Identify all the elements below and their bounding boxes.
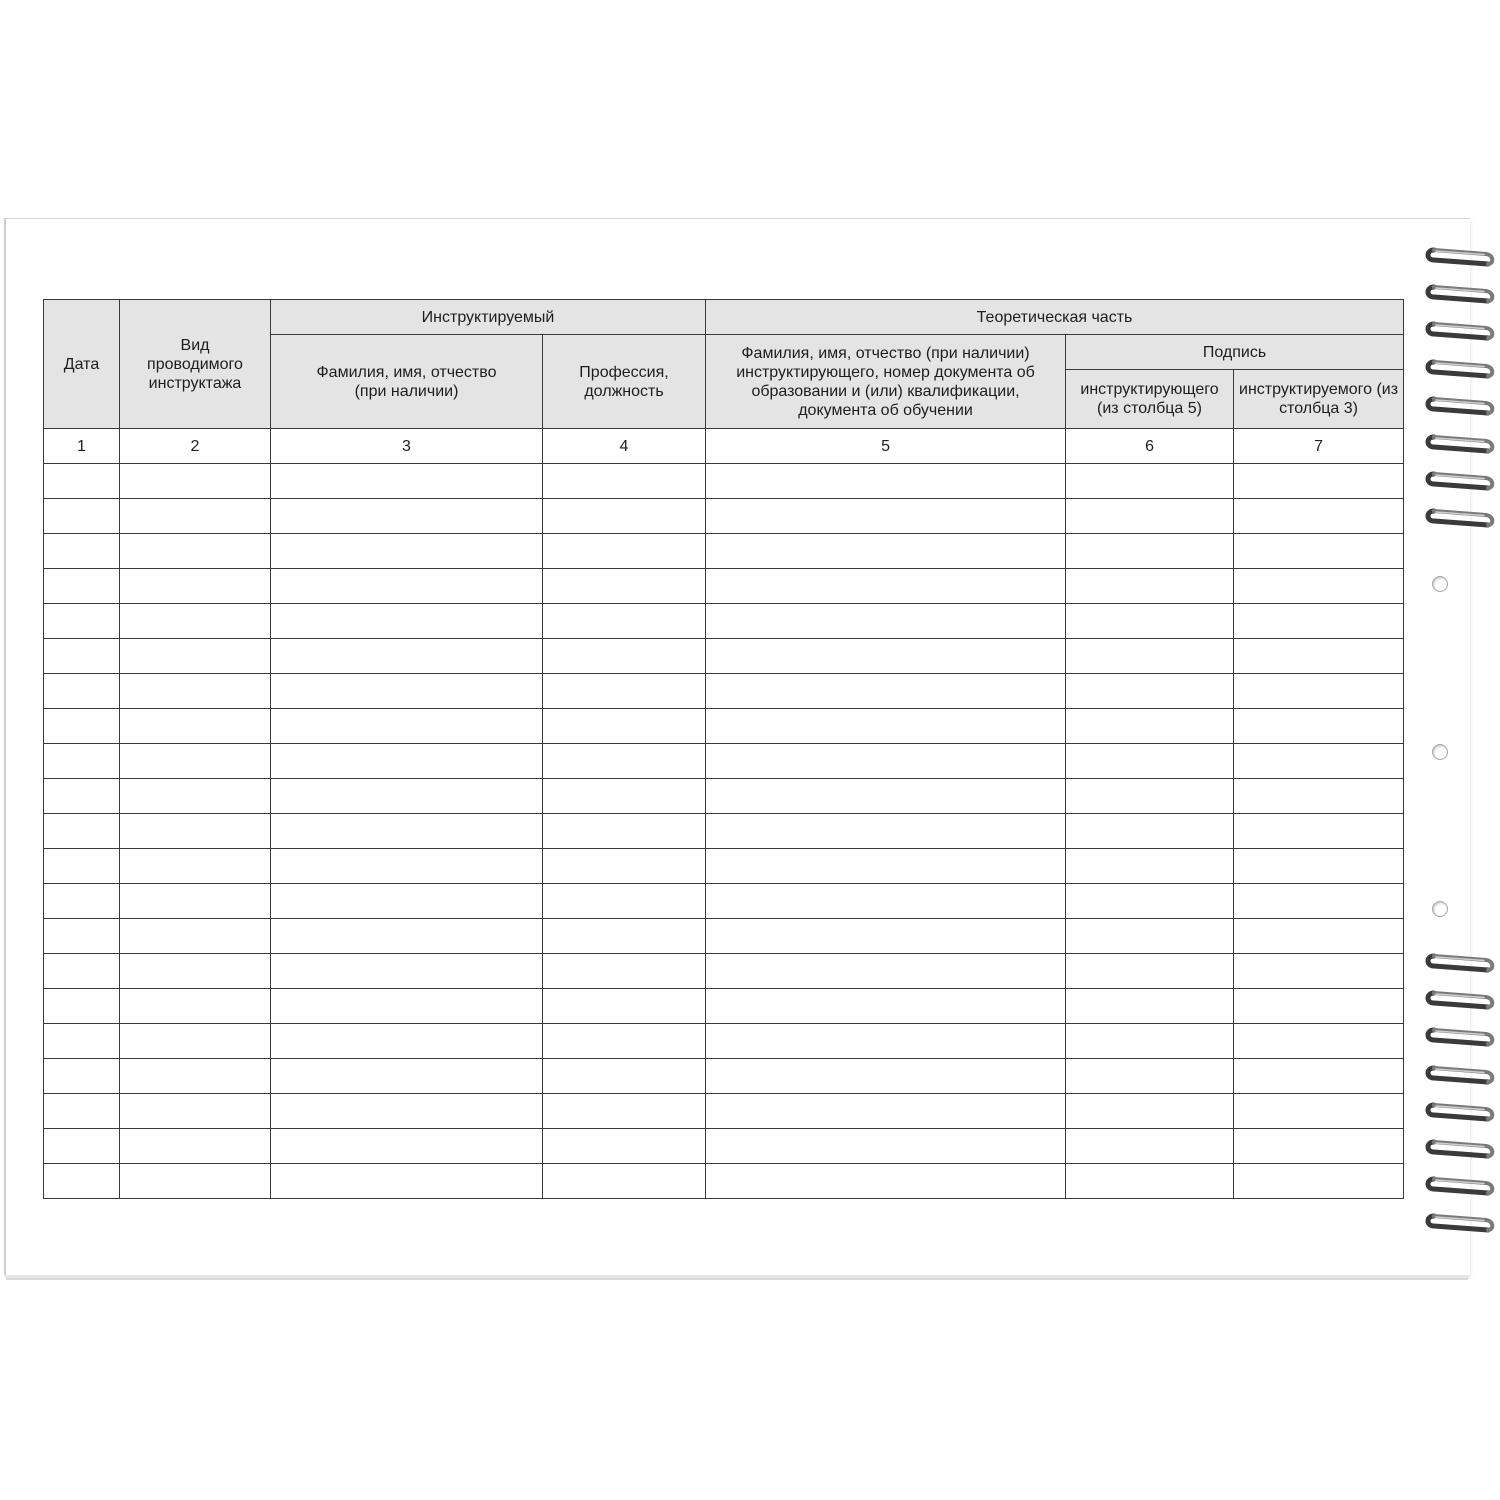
table-cell[interactable]: [1066, 954, 1234, 989]
header-instructor-info: Фамилия, имя, отчество (при наличии) инструктирующего, номер документа об образовании и (или) квалификации, документа об обучении: [706, 335, 1066, 429]
table-cell[interactable]: [1234, 954, 1404, 989]
table-cell[interactable]: [543, 499, 706, 534]
table-cell[interactable]: [706, 499, 1066, 534]
table-row: [44, 884, 1404, 919]
spiral-coil-icon: [1424, 393, 1496, 427]
table-cell[interactable]: [44, 569, 120, 604]
table-cell[interactable]: [543, 849, 706, 884]
table-cell[interactable]: [120, 1059, 271, 1094]
column-number: 7: [1234, 429, 1404, 464]
table-cell[interactable]: [271, 919, 543, 954]
table-cell[interactable]: [1066, 499, 1234, 534]
table-cell[interactable]: [120, 1094, 271, 1129]
table-cell[interactable]: [271, 639, 543, 674]
column-number: 4: [543, 429, 706, 464]
table-cell[interactable]: [120, 919, 271, 954]
table-cell[interactable]: [1234, 499, 1404, 534]
table-cell[interactable]: [543, 919, 706, 954]
table-cell[interactable]: [1234, 639, 1404, 674]
table-cell[interactable]: [120, 464, 271, 499]
table-cell[interactable]: [706, 604, 1066, 639]
table-cell[interactable]: [1234, 674, 1404, 709]
table-cell[interactable]: [1234, 709, 1404, 744]
spiral-coil-icon: [1424, 1099, 1496, 1133]
table-cell[interactable]: [1066, 989, 1234, 1024]
header-signature-instructor: инструктирующего (из столбца 5): [1066, 370, 1234, 429]
table-cell[interactable]: [120, 639, 271, 674]
table-cell[interactable]: [543, 744, 706, 779]
table-cell[interactable]: [44, 814, 120, 849]
table-cell[interactable]: [706, 639, 1066, 674]
table-cell[interactable]: [543, 954, 706, 989]
table-cell[interactable]: [271, 709, 543, 744]
header-date: Дата: [44, 300, 120, 429]
table-cell[interactable]: [1234, 1164, 1404, 1199]
table-cell[interactable]: [706, 744, 1066, 779]
spiral-coil-icon: [1424, 987, 1496, 1021]
spiral-coil-icon: [1424, 505, 1496, 539]
table-cell[interactable]: [120, 954, 271, 989]
table-cell[interactable]: [1066, 604, 1234, 639]
table-row: [44, 779, 1404, 814]
header-signature-group: Подпись: [1066, 335, 1404, 370]
spiral-coil-icon: [1424, 1210, 1496, 1244]
table-cell[interactable]: [706, 954, 1066, 989]
table-cell[interactable]: [543, 1059, 706, 1094]
table-cell[interactable]: [44, 1164, 120, 1199]
table-cell[interactable]: [271, 534, 543, 569]
column-number: 5: [706, 429, 1066, 464]
spiral-coil-icon: [1424, 1136, 1496, 1170]
table-cell[interactable]: [120, 779, 271, 814]
table-cell[interactable]: [706, 1094, 1066, 1129]
header-trainee-group: Инструктируемый: [271, 300, 706, 335]
table-cell[interactable]: [1234, 1024, 1404, 1059]
table-cell[interactable]: [706, 464, 1066, 499]
table-cell[interactable]: [543, 989, 706, 1024]
table-cell[interactable]: [1234, 919, 1404, 954]
table-cell[interactable]: [120, 1164, 271, 1199]
table-cell[interactable]: [706, 1129, 1066, 1164]
table-row: [44, 1024, 1404, 1059]
spiral-coil-icon: [1424, 1024, 1496, 1058]
table-cell[interactable]: [706, 884, 1066, 919]
table-cell[interactable]: [120, 814, 271, 849]
table-cell[interactable]: [706, 674, 1066, 709]
table-row: [44, 744, 1404, 779]
table-cell[interactable]: [120, 499, 271, 534]
table-cell[interactable]: [1234, 849, 1404, 884]
table-cell[interactable]: [44, 604, 120, 639]
table-cell[interactable]: [120, 674, 271, 709]
table-cell[interactable]: [44, 884, 120, 919]
table-cell[interactable]: [543, 639, 706, 674]
table-cell[interactable]: [1234, 569, 1404, 604]
table-cell[interactable]: [44, 989, 120, 1024]
table-cell[interactable]: [271, 674, 543, 709]
table-cell[interactable]: [44, 499, 120, 534]
table-cell[interactable]: [44, 534, 120, 569]
table-cell[interactable]: [44, 674, 120, 709]
table-cell[interactable]: [543, 884, 706, 919]
table-cell[interactable]: [271, 954, 543, 989]
table-cell[interactable]: [543, 1129, 706, 1164]
table-cell[interactable]: [271, 779, 543, 814]
table-cell[interactable]: [44, 1059, 120, 1094]
table-cell[interactable]: [271, 884, 543, 919]
table-cell[interactable]: [543, 534, 706, 569]
table-cell[interactable]: [1066, 1129, 1234, 1164]
punch-hole-icon: [1432, 576, 1448, 592]
table-cell[interactable]: [271, 989, 543, 1024]
table-row: [44, 499, 1404, 534]
table-cell[interactable]: [1066, 569, 1234, 604]
spiral-coil-icon: [1424, 1173, 1496, 1207]
table-cell[interactable]: [44, 464, 120, 499]
spiral-coil-icon: [1424, 468, 1496, 502]
table-cell[interactable]: [1066, 919, 1234, 954]
briefing-journal-table: [43, 299, 1404, 1199]
table-row: [44, 464, 1404, 499]
table-cell[interactable]: [271, 1129, 543, 1164]
table-cell[interactable]: [706, 709, 1066, 744]
table-cell[interactable]: [44, 1094, 120, 1129]
table-cell[interactable]: [120, 1024, 271, 1059]
table-cell[interactable]: [271, 499, 543, 534]
table-cell[interactable]: [271, 849, 543, 884]
table-row: [44, 1059, 1404, 1094]
table-cell[interactable]: [1066, 1094, 1234, 1129]
table-cell[interactable]: [543, 1094, 706, 1129]
spiral-coil-icon: [1424, 318, 1496, 352]
table-cell[interactable]: [271, 1164, 543, 1199]
table-row: [44, 1129, 1404, 1164]
spiral-coil-icon: [1424, 356, 1496, 390]
table-cell[interactable]: [1066, 1164, 1234, 1199]
table-cell[interactable]: [543, 814, 706, 849]
table-cell[interactable]: [543, 709, 706, 744]
table-row: [44, 674, 1404, 709]
table-cell[interactable]: [1234, 814, 1404, 849]
table-row: [44, 639, 1404, 674]
table-cell[interactable]: [1066, 639, 1234, 674]
table-cell[interactable]: [120, 534, 271, 569]
table-cell[interactable]: [1066, 1059, 1234, 1094]
table-row: [44, 1094, 1404, 1129]
column-number: 2: [120, 429, 271, 464]
table-cell[interactable]: [44, 639, 120, 674]
table-cell[interactable]: [706, 569, 1066, 604]
table-cell[interactable]: [543, 569, 706, 604]
header-theory-group: Теоретическая часть: [706, 300, 1404, 335]
table-cell[interactable]: [1234, 1059, 1404, 1094]
table-cell[interactable]: [271, 814, 543, 849]
table-cell[interactable]: [44, 954, 120, 989]
table-cell[interactable]: [543, 779, 706, 814]
punch-hole-icon: [1432, 901, 1448, 917]
table-cell[interactable]: [706, 779, 1066, 814]
spiral-coil-icon: [1424, 1062, 1496, 1096]
table-cell[interactable]: [271, 1094, 543, 1129]
table-row: [44, 919, 1404, 954]
table-cell[interactable]: [706, 1164, 1066, 1199]
table-cell[interactable]: [1234, 1129, 1404, 1164]
table-cell[interactable]: [1066, 1024, 1234, 1059]
table-cell[interactable]: [271, 604, 543, 639]
table-cell[interactable]: [1234, 884, 1404, 919]
table-cell[interactable]: [44, 919, 120, 954]
header-trainee-name: Фамилия, имя, отчество (при наличии): [271, 335, 543, 429]
table-cell[interactable]: [44, 1024, 120, 1059]
table-cell[interactable]: [271, 744, 543, 779]
table-cell[interactable]: [271, 1059, 543, 1094]
table-cell[interactable]: [120, 569, 271, 604]
table-cell[interactable]: [1234, 779, 1404, 814]
spiral-coil-icon: [1424, 431, 1496, 465]
table-cell[interactable]: [543, 674, 706, 709]
table-cell[interactable]: [1234, 1094, 1404, 1129]
table-cell[interactable]: [1066, 674, 1234, 709]
table-cell[interactable]: [706, 814, 1066, 849]
table-cell[interactable]: [1066, 464, 1234, 499]
table-cell[interactable]: [120, 604, 271, 639]
table-row: [44, 569, 1404, 604]
table-cell[interactable]: [706, 849, 1066, 884]
header-briefing-type: Вид проводимого инструктажа: [120, 300, 271, 429]
table-cell[interactable]: [44, 779, 120, 814]
table-cell[interactable]: [44, 849, 120, 884]
table-cell[interactable]: [44, 744, 120, 779]
table-cell[interactable]: [1234, 464, 1404, 499]
table-cell[interactable]: [706, 1059, 1066, 1094]
column-number: 6: [1066, 429, 1234, 464]
table-cell[interactable]: [1066, 709, 1234, 744]
table-cell[interactable]: [543, 464, 706, 499]
table-cell[interactable]: [44, 1129, 120, 1164]
table-cell[interactable]: [120, 744, 271, 779]
table-cell[interactable]: [120, 1129, 271, 1164]
column-number-row: [44, 429, 1404, 464]
table-cell[interactable]: [706, 919, 1066, 954]
table-cell[interactable]: [706, 989, 1066, 1024]
table-cell[interactable]: [1234, 989, 1404, 1024]
table-cell[interactable]: [120, 989, 271, 1024]
table-cell[interactable]: [120, 849, 271, 884]
spiral-coil-icon: [1424, 950, 1496, 984]
table-cell[interactable]: [271, 1024, 543, 1059]
table-cell[interactable]: [543, 1164, 706, 1199]
header-signature-trainee: инструктируемого (из столбца 3): [1234, 370, 1404, 429]
table-cell[interactable]: [271, 569, 543, 604]
table-cell[interactable]: [1234, 534, 1404, 569]
table-cell[interactable]: [120, 709, 271, 744]
table-cell[interactable]: [44, 709, 120, 744]
table-cell[interactable]: [271, 464, 543, 499]
table-cell[interactable]: [1234, 744, 1404, 779]
table-row: [44, 709, 1404, 744]
table-cell[interactable]: [543, 1024, 706, 1059]
table-cell[interactable]: [120, 884, 271, 919]
table-cell[interactable]: [706, 1024, 1066, 1059]
spiral-coil-icon: [1424, 244, 1496, 278]
punch-hole-icon: [1432, 744, 1448, 760]
table-cell[interactable]: [706, 534, 1066, 569]
table-cell[interactable]: [1066, 534, 1234, 569]
table-cell[interactable]: [1066, 884, 1234, 919]
table-row: [44, 534, 1404, 569]
table-row: [44, 849, 1404, 884]
table-cell[interactable]: [1234, 604, 1404, 639]
table-cell[interactable]: [543, 604, 706, 639]
table-cell[interactable]: [1066, 849, 1234, 884]
column-number: 1: [44, 429, 120, 464]
table-row: [44, 1164, 1404, 1199]
table-cell[interactable]: [1066, 744, 1234, 779]
table-row: [44, 954, 1404, 989]
table-cell[interactable]: [1066, 814, 1234, 849]
header-trainee-profession: Профессия, должность: [543, 335, 706, 429]
column-number: 3: [271, 429, 543, 464]
spiral-coil-icon: [1424, 281, 1496, 315]
table-row: [44, 604, 1404, 639]
table-row: [44, 989, 1404, 1024]
table-row: [44, 814, 1404, 849]
table-cell[interactable]: [1066, 779, 1234, 814]
